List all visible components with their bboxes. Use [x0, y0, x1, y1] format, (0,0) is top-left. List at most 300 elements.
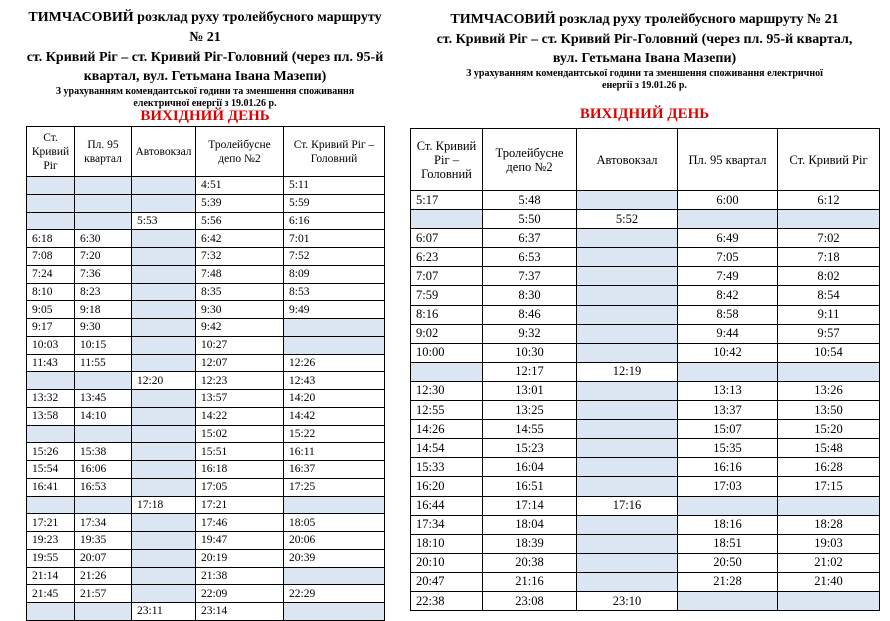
left-time-cell: 8:53 [284, 283, 385, 301]
right-time-cell: 17:15 [778, 477, 880, 496]
left-time-cell: 9:30 [75, 319, 132, 337]
right-time-cell [577, 401, 678, 420]
right-time-cell [577, 534, 678, 553]
left-time-cell: 21:14 [27, 567, 75, 585]
right-table-row [411, 305, 880, 324]
right-time-cell: 15:20 [778, 420, 880, 439]
right-time-cell: 10:42 [678, 343, 778, 362]
left-table-row [27, 496, 385, 514]
left-table-row [27, 532, 385, 550]
left-day-type: ВИХІДНИЙ ДЕНЬ [140, 108, 270, 124]
right-time-cell [577, 229, 678, 248]
right-time-cell: 13:01 [483, 381, 577, 400]
left-time-cell: 7:08 [27, 248, 75, 266]
right-time-cell: 15:35 [678, 439, 778, 458]
left-time-cell [75, 177, 132, 195]
left-time-cell: 16:37 [284, 461, 385, 479]
left-time-cell: 16:53 [75, 478, 132, 496]
right-table-row [411, 267, 880, 286]
right-time-cell [778, 591, 880, 610]
right-time-cell: 8:54 [778, 286, 880, 305]
left-timetable [26, 126, 385, 621]
left-time-cell: 11:43 [27, 354, 75, 372]
left-header-cell: Ст. Кривий Ріг – Головний [284, 127, 385, 177]
left-time-cell: 6:16 [284, 212, 385, 230]
left-time-cell: 20:07 [75, 549, 132, 567]
right-header-cell: Автовокзал [577, 129, 678, 191]
right-timetable-body [411, 191, 880, 611]
left-time-cell [75, 496, 132, 514]
left-table-row [27, 194, 385, 212]
left-time-cell [75, 372, 132, 390]
left-table-row [27, 443, 385, 461]
left-table-row [27, 283, 385, 301]
right-time-cell: 6:53 [483, 248, 577, 267]
left-time-cell: 4:51 [196, 177, 284, 195]
left-time-cell: 16:06 [75, 461, 132, 479]
left-time-cell [132, 177, 196, 195]
right-table-row [411, 534, 880, 553]
left-time-cell [132, 301, 196, 319]
right-note-line-1: З урахуванням комендантської години та зменшення споживання електричної [466, 68, 823, 79]
right-time-cell [577, 267, 678, 286]
left-time-cell: 10:15 [75, 336, 132, 354]
right-table-row [411, 572, 880, 591]
right-time-cell: 12:55 [411, 401, 483, 420]
right-table-row [411, 401, 880, 420]
right-time-cell [577, 381, 678, 400]
right-time-cell: 7:05 [678, 248, 778, 267]
left-time-cell: 9:17 [27, 319, 75, 337]
left-time-cell: 7:32 [196, 248, 284, 266]
right-table-row [411, 362, 880, 381]
left-header-cell: Тролейбусне депо №2 [196, 127, 284, 177]
right-time-cell: 12:30 [411, 381, 483, 400]
right-time-cell [577, 515, 678, 534]
left-table-row [27, 390, 385, 408]
left-timetable-body [27, 177, 385, 621]
right-time-cell [411, 362, 483, 381]
right-time-cell: 18:28 [778, 515, 880, 534]
right-time-cell: 13:13 [678, 381, 778, 400]
left-table-row [27, 549, 385, 567]
left-time-cell [132, 390, 196, 408]
left-time-cell: 12:07 [196, 354, 284, 372]
left-time-cell [132, 194, 196, 212]
right-time-cell [577, 572, 678, 591]
left-time-cell: 16:18 [196, 461, 284, 479]
left-time-cell [284, 336, 385, 354]
left-time-cell [132, 443, 196, 461]
right-table-row [411, 439, 880, 458]
left-time-cell: 17:46 [196, 514, 284, 532]
right-time-cell: 10:54 [778, 343, 880, 362]
left-time-cell [284, 603, 385, 621]
right-time-cell: 9:11 [778, 305, 880, 324]
right-time-cell: 13:50 [778, 401, 880, 420]
right-time-cell: 6:37 [483, 229, 577, 248]
right-time-cell: 13:25 [483, 401, 577, 420]
right-time-cell: 23:08 [483, 591, 577, 610]
left-header-cell: Ст. Кривий Ріг [27, 127, 75, 177]
right-time-cell [577, 477, 678, 496]
left-time-cell: 8:10 [27, 283, 75, 301]
right-time-cell: 8:30 [483, 286, 577, 305]
left-time-cell: 7:24 [27, 265, 75, 283]
left-time-cell: 19:35 [75, 532, 132, 550]
right-time-cell: 16:44 [411, 496, 483, 515]
right-time-cell [678, 591, 778, 610]
right-time-cell: 14:26 [411, 420, 483, 439]
left-time-cell: 13:57 [196, 390, 284, 408]
left-time-cell: 9:05 [27, 301, 75, 319]
right-table-row [411, 420, 880, 439]
left-time-cell [132, 407, 196, 425]
right-time-cell: 8:42 [678, 286, 778, 305]
right-title-line-1: ТИМЧАСОВИЙ розклад руху тролейбусного маршруту № 21 [450, 12, 839, 27]
right-time-cell: 12:19 [577, 362, 678, 381]
right-time-cell: 5:50 [483, 210, 577, 229]
right-table-row [411, 191, 880, 210]
right-time-cell: 6:12 [778, 191, 880, 210]
right-time-cell: 21:28 [678, 572, 778, 591]
left-time-cell: 17:05 [196, 478, 284, 496]
right-time-cell: 15:23 [483, 439, 577, 458]
right-time-cell: 14:55 [483, 420, 577, 439]
right-time-cell [678, 496, 778, 515]
left-time-cell: 12:26 [284, 354, 385, 372]
left-time-cell: 8:35 [196, 283, 284, 301]
left-table-row [27, 265, 385, 283]
right-table-row [411, 229, 880, 248]
left-time-cell: 18:05 [284, 514, 385, 532]
left-time-cell: 23:14 [196, 603, 284, 621]
left-table-row [27, 230, 385, 248]
left-time-cell [27, 177, 75, 195]
left-time-cell: 15:38 [75, 443, 132, 461]
right-time-cell: 13:26 [778, 381, 880, 400]
left-time-cell [27, 372, 75, 390]
left-time-cell [75, 603, 132, 621]
left-time-cell: 17:21 [27, 514, 75, 532]
right-time-cell: 18:16 [678, 515, 778, 534]
left-time-cell [27, 425, 75, 443]
left-time-cell: 19:55 [27, 549, 75, 567]
right-header-cell: Ст. Кривий Ріг [778, 129, 880, 191]
right-day-type: ВИХІДНИЙ ДЕНЬ [579, 106, 710, 122]
left-time-cell: 7:36 [75, 265, 132, 283]
right-time-cell: 16:20 [411, 477, 483, 496]
right-time-cell: 6:00 [678, 191, 778, 210]
left-time-cell: 12:20 [132, 372, 196, 390]
right-time-cell: 16:16 [678, 458, 778, 477]
left-time-cell: 15:26 [27, 443, 75, 461]
right-time-cell [577, 553, 678, 572]
left-time-cell: 16:11 [284, 443, 385, 461]
right-time-cell: 7:49 [678, 267, 778, 286]
right-route-line-1: ст. Кривий Ріг – ст. Кривий Ріг-Головний (через пл. 95-й квартал, [436, 32, 853, 47]
right-time-cell: 15:48 [778, 439, 880, 458]
left-time-cell: 22:09 [196, 585, 284, 603]
left-time-cell [132, 354, 196, 372]
left-time-cell [132, 478, 196, 496]
right-time-cell: 13:37 [678, 401, 778, 420]
left-time-cell: 7:48 [196, 265, 284, 283]
right-time-cell: 18:39 [483, 534, 577, 553]
left-time-cell: 14:20 [284, 390, 385, 408]
left-table-row [27, 212, 385, 230]
right-time-cell [577, 420, 678, 439]
right-note-line-2: енергії з 19.01.26 р. [602, 80, 687, 91]
right-time-cell [577, 191, 678, 210]
left-time-cell: 21:57 [75, 585, 132, 603]
left-time-cell: 5:39 [196, 194, 284, 212]
left-time-cell: 13:45 [75, 390, 132, 408]
right-time-cell: 8:16 [411, 305, 483, 324]
left-time-cell: 15:22 [284, 425, 385, 443]
left-table-row [27, 514, 385, 532]
right-time-cell: 10:00 [411, 343, 483, 362]
left-note-line-1: З урахуванням комендантської години та зменшення споживання [55, 86, 355, 97]
left-time-cell: 15:54 [27, 461, 75, 479]
right-time-cell: 22:38 [411, 591, 483, 610]
left-time-cell: 6:42 [196, 230, 284, 248]
left-title-block [26, 8, 384, 110]
right-time-cell: 16:28 [778, 458, 880, 477]
right-table-row [411, 210, 880, 229]
left-time-cell: 17:25 [284, 478, 385, 496]
left-table-row [27, 461, 385, 479]
right-table-row [411, 496, 880, 515]
right-time-cell: 21:16 [483, 572, 577, 591]
right-table-row [411, 458, 880, 477]
right-time-cell: 18:10 [411, 534, 483, 553]
left-time-cell [27, 212, 75, 230]
right-time-cell: 10:30 [483, 343, 577, 362]
left-table-row [27, 603, 385, 621]
left-table-row [27, 354, 385, 372]
right-time-cell: 15:07 [678, 420, 778, 439]
right-time-cell [577, 286, 678, 305]
right-table-row [411, 343, 880, 362]
left-time-cell: 10:27 [196, 336, 284, 354]
left-time-cell: 15:51 [196, 443, 284, 461]
left-time-cell [75, 212, 132, 230]
right-time-cell: 7:37 [483, 267, 577, 286]
left-time-cell: 14:42 [284, 407, 385, 425]
left-header-row [27, 127, 385, 177]
left-title-line-1: ТИМЧАСОВИЙ розклад руху тролейбусного маршруту [28, 10, 382, 25]
right-time-cell: 9:57 [778, 324, 880, 343]
left-time-cell [132, 319, 196, 337]
left-time-cell: 9:30 [196, 301, 284, 319]
right-time-cell: 7:02 [778, 229, 880, 248]
left-time-cell: 5:56 [196, 212, 284, 230]
left-time-cell: 5:59 [284, 194, 385, 212]
left-time-cell: 19:47 [196, 532, 284, 550]
left-time-cell: 13:32 [27, 390, 75, 408]
right-time-cell: 17:03 [678, 477, 778, 496]
right-time-cell: 17:14 [483, 496, 577, 515]
right-table-row [411, 286, 880, 305]
left-time-cell [132, 461, 196, 479]
right-time-cell: 5:52 [577, 210, 678, 229]
left-time-cell: 20:19 [196, 549, 284, 567]
left-time-cell: 8:23 [75, 283, 132, 301]
right-time-cell: 6:07 [411, 229, 483, 248]
right-time-cell: 7:18 [778, 248, 880, 267]
left-time-cell: 10:03 [27, 336, 75, 354]
right-time-cell: 16:51 [483, 477, 577, 496]
left-time-cell: 16:41 [27, 478, 75, 496]
left-time-cell [132, 230, 196, 248]
left-time-cell [132, 514, 196, 532]
right-time-cell: 5:17 [411, 191, 483, 210]
right-table-row [411, 477, 880, 496]
left-time-cell [284, 567, 385, 585]
left-time-cell: 23:11 [132, 603, 196, 621]
right-route-line-2: вул. Гетьмана Івана Мазепи) [552, 51, 737, 66]
right-table-row [411, 591, 880, 610]
left-time-cell [132, 265, 196, 283]
left-time-cell [132, 567, 196, 585]
right-table-row [411, 381, 880, 400]
left-time-cell: 20:39 [284, 549, 385, 567]
right-time-cell: 14:54 [411, 439, 483, 458]
right-time-cell: 6:49 [678, 229, 778, 248]
right-time-cell: 20:47 [411, 572, 483, 591]
left-header-cell: Пл. 95 квартал [75, 127, 132, 177]
left-time-cell [27, 496, 75, 514]
right-time-cell: 9:02 [411, 324, 483, 343]
right-time-cell: 9:32 [483, 324, 577, 343]
left-time-cell [75, 425, 132, 443]
left-time-cell: 9:42 [196, 319, 284, 337]
right-time-cell: 18:04 [483, 515, 577, 534]
left-time-cell [132, 425, 196, 443]
left-time-cell [27, 194, 75, 212]
left-table-row [27, 585, 385, 603]
left-table-row [27, 248, 385, 266]
right-time-cell: 12:17 [483, 362, 577, 381]
right-time-cell [411, 210, 483, 229]
right-table-row [411, 324, 880, 343]
right-header-row [411, 129, 880, 191]
right-time-cell [577, 248, 678, 267]
left-time-cell: 17:18 [132, 496, 196, 514]
left-table-row [27, 567, 385, 585]
right-table-row [411, 248, 880, 267]
left-time-cell: 7:20 [75, 248, 132, 266]
left-time-cell [284, 496, 385, 514]
right-time-cell: 19:03 [778, 534, 880, 553]
left-time-cell: 9:49 [284, 301, 385, 319]
left-time-cell: 7:01 [284, 230, 385, 248]
left-time-cell: 5:11 [284, 177, 385, 195]
left-time-cell [132, 336, 196, 354]
left-time-cell [132, 248, 196, 266]
right-header-cell: Тролейбусне депо №2 [483, 129, 577, 191]
right-time-cell: 17:34 [411, 515, 483, 534]
left-time-cell: 19:23 [27, 532, 75, 550]
left-time-cell [284, 319, 385, 337]
right-time-cell: 5:48 [483, 191, 577, 210]
right-time-cell: 20:38 [483, 553, 577, 572]
left-time-cell [132, 585, 196, 603]
left-time-cell [132, 549, 196, 567]
right-table-row [411, 553, 880, 572]
right-time-cell: 21:02 [778, 553, 880, 572]
left-table-row [27, 177, 385, 195]
right-time-cell: 6:23 [411, 248, 483, 267]
right-time-cell: 8:02 [778, 267, 880, 286]
right-time-cell: 18:51 [678, 534, 778, 553]
left-time-cell: 21:38 [196, 567, 284, 585]
left-time-cell [27, 603, 75, 621]
right-header-cell: Пл. 95 квартал [678, 129, 778, 191]
left-route-line-2: квартал, вул. Гетьмана Івана Мазепи) [83, 69, 327, 84]
right-time-cell: 8:58 [678, 305, 778, 324]
left-table-row [27, 301, 385, 319]
right-title-block [410, 10, 879, 92]
right-time-cell [678, 210, 778, 229]
right-time-cell [577, 305, 678, 324]
left-time-cell: 12:23 [196, 372, 284, 390]
right-time-cell [778, 496, 880, 515]
left-time-cell [132, 283, 196, 301]
left-time-cell [75, 194, 132, 212]
right-time-cell: 23:10 [577, 591, 678, 610]
left-header-cell: Автовокзал [132, 127, 196, 177]
right-time-cell [678, 362, 778, 381]
left-table-row [27, 336, 385, 354]
left-title-line-2: № 21 [189, 30, 221, 45]
left-table-row [27, 478, 385, 496]
left-time-cell: 17:21 [196, 496, 284, 514]
left-table-row [27, 407, 385, 425]
right-time-cell: 9:44 [678, 324, 778, 343]
left-time-cell: 21:45 [27, 585, 75, 603]
right-time-cell: 20:50 [678, 553, 778, 572]
left-time-cell: 7:52 [284, 248, 385, 266]
right-time-cell: 20:10 [411, 553, 483, 572]
left-time-cell: 17:34 [75, 514, 132, 532]
left-time-cell: 6:30 [75, 230, 132, 248]
left-time-cell: 6:18 [27, 230, 75, 248]
right-header-cell: Ст. Кривий Ріг – Головний [411, 129, 483, 191]
right-table-row [411, 515, 880, 534]
left-time-cell: 15:02 [196, 425, 284, 443]
left-time-cell: 8:09 [284, 265, 385, 283]
left-route-line-1: ст. Кривий Ріг – ст. Кривий Ріг-Головний (через пл. 95-й [26, 50, 384, 65]
left-table-row [27, 319, 385, 337]
right-time-cell [778, 362, 880, 381]
left-time-cell: 5:53 [132, 212, 196, 230]
left-time-cell: 14:10 [75, 407, 132, 425]
right-time-cell: 15:33 [411, 458, 483, 477]
left-time-cell: 9:18 [75, 301, 132, 319]
right-time-cell: 16:04 [483, 458, 577, 477]
left-time-cell: 21:26 [75, 567, 132, 585]
right-time-cell [577, 458, 678, 477]
right-time-cell [577, 324, 678, 343]
right-time-cell: 8:46 [483, 305, 577, 324]
left-table-row [27, 425, 385, 443]
left-time-cell: 12:43 [284, 372, 385, 390]
right-time-cell: 17:16 [577, 496, 678, 515]
right-time-cell: 21:40 [778, 572, 880, 591]
right-time-cell [577, 439, 678, 458]
